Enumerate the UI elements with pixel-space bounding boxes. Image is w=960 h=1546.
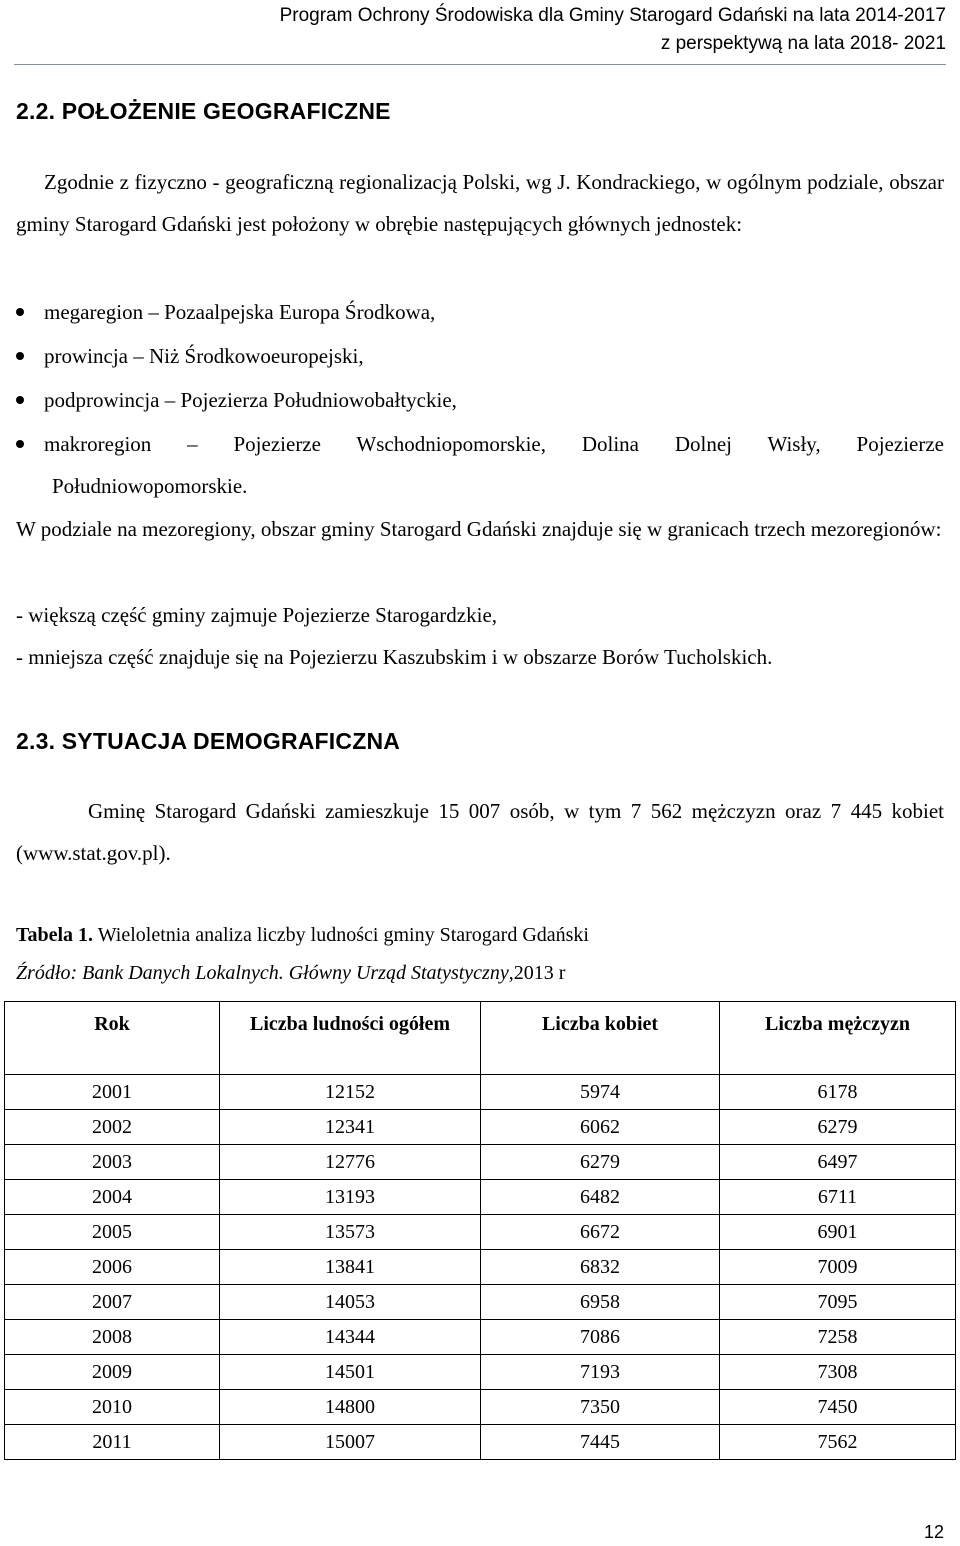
table-cell: 6279: [720, 1110, 956, 1145]
column-header-women: Liczba kobiet: [481, 1002, 720, 1075]
table-cell: 12341: [220, 1110, 481, 1145]
page-header: [0, 0, 946, 58]
demography-paragraph: Gminę Starogard Gdański zamieszkuje 15 007 osób, w tym 7 562 mężczyzn oraz 7 445 kobiet (www.stat.gov.pl).: [16, 799, 944, 865]
table-cell: 2003: [5, 1145, 220, 1180]
table-cell: 13841: [220, 1250, 481, 1285]
table-cell: 12776: [220, 1145, 481, 1180]
table-caption: [16, 924, 589, 947]
table-cell: 2010: [5, 1390, 220, 1425]
region-bullet-list: [0, 290, 944, 506]
table-cell: 7450: [720, 1390, 956, 1425]
table-caption-label: Tabela 1.: [16, 924, 94, 946]
bullet-icon: [16, 308, 24, 316]
mesoregion-line-2: - mniejsza część znajduje się na Pojezierzu Kaszubskim i w obszarze Borów Tucholskich.: [16, 645, 773, 669]
header-divider: [14, 64, 946, 65]
table-source: [16, 962, 565, 985]
column-header-men: Liczba mężczyzn: [720, 1002, 956, 1075]
table-cell: 6482: [481, 1180, 720, 1215]
table-caption-text: Wieloletnia analiza liczby ludności gminy Starogard Gdański: [97, 924, 589, 946]
table-cell: 2004: [5, 1180, 220, 1215]
table-row: [5, 1145, 956, 1180]
table-cell: 6062: [481, 1110, 720, 1145]
page-number: 12: [923, 1522, 944, 1542]
bullet-icon: [16, 352, 24, 360]
table-source-italic: Źródło: Bank Danych Lokalnych. Główny Urząd Statystyczny: [16, 962, 509, 984]
table-row: [5, 1285, 956, 1320]
table-cell: 6497: [720, 1145, 956, 1180]
table-row: [5, 1215, 956, 1250]
table-cell: 7009: [720, 1250, 956, 1285]
table-row: [5, 1390, 956, 1425]
section-title-demography: 2.3. SYTUACJA DEMOGRAFICZNA: [16, 728, 401, 754]
table-source-year: ,2013 r: [508, 962, 566, 984]
table-row: [5, 1075, 956, 1110]
list-item: makroregion – Pojezierze Wschodniopomorskie, Dolina Dolnej Wisły, Pojezierze Południowopomorskie.: [0, 422, 944, 506]
table-cell: 6178: [720, 1075, 956, 1110]
table-cell: 6958: [481, 1285, 720, 1320]
table-cell: 13573: [220, 1215, 481, 1250]
table-cell: 2001: [5, 1075, 220, 1110]
table-row: [5, 1320, 956, 1355]
table-header-row: [5, 1002, 956, 1075]
table-cell: 7308: [720, 1355, 956, 1390]
table-cell: 12152: [220, 1075, 481, 1110]
table-cell: 13193: [220, 1180, 481, 1215]
table-cell: 14344: [220, 1320, 481, 1355]
table-cell: 6711: [720, 1180, 956, 1215]
table-row: [5, 1110, 956, 1145]
table-cell: 5974: [481, 1075, 720, 1110]
header-subtitle-line: z perspektywą na lata 2018- 2021: [660, 33, 946, 54]
table-cell: 2002: [5, 1110, 220, 1145]
table-cell: 7193: [481, 1355, 720, 1390]
bullet-icon: [16, 396, 24, 404]
table-cell: 7562: [720, 1425, 956, 1460]
table-cell: 2005: [5, 1215, 220, 1250]
geography-intro-paragraph: Zgodnie z fizyczno - geograficzną regionalizacją Polski, wg J. Kondrackiego, w ogólnym podziale, obszar gminy Starogard Gdański jest położony w obrębie następujących głównych jednostek:: [16, 170, 944, 236]
table-cell: 2011: [5, 1425, 220, 1460]
column-header-total: Liczba ludności ogółem: [220, 1002, 481, 1075]
mesoregion-line-1: - większą część gminy zajmuje Pojezierze Starogardzkie,: [16, 603, 498, 627]
table-cell: 7350: [481, 1390, 720, 1425]
bullet-icon: [16, 440, 24, 448]
table-cell: 6901: [720, 1215, 956, 1250]
table-row: [5, 1250, 956, 1285]
list-item: podprowincja – Pojezierza Południowobałtyckie,: [0, 378, 944, 422]
table-row: [5, 1180, 956, 1215]
table-cell: 7445: [481, 1425, 720, 1460]
table-cell: 2007: [5, 1285, 220, 1320]
table-cell: 6832: [481, 1250, 720, 1285]
table-row: [5, 1355, 956, 1390]
section-title-geography: 2.2. POŁOŻENIE GEOGRAFICZNE: [16, 98, 391, 124]
table-cell: 2006: [5, 1250, 220, 1285]
table-row: [5, 1425, 956, 1460]
table-cell: 7086: [481, 1320, 720, 1355]
table-cell: 15007: [220, 1425, 481, 1460]
population-table: [4, 1001, 956, 1460]
table-cell: 2009: [5, 1355, 220, 1390]
mesoregion-paragraph: W podziale na mezoregiony, obszar gminy Starogard Gdański znajduje się w granicach trzech mezoregionów:: [16, 517, 942, 541]
table-cell: 6279: [481, 1145, 720, 1180]
header-title-line: Program Ochrony Środowiska dla Gminy Starogard Gdański na lata 2014-2017: [279, 5, 946, 26]
table-cell: 14800: [220, 1390, 481, 1425]
list-item: prowincja – Niż Środkowoeuropejski,: [0, 334, 944, 378]
table-cell: 14501: [220, 1355, 481, 1390]
table-cell: 7095: [720, 1285, 956, 1320]
table-cell: 2008: [5, 1320, 220, 1355]
table-cell: 14053: [220, 1285, 481, 1320]
table-cell: 7258: [720, 1320, 956, 1355]
table-cell: 6672: [481, 1215, 720, 1250]
column-header-year: Rok: [5, 1002, 220, 1075]
list-item: megaregion – Pozaalpejska Europa Środkowa,: [0, 290, 944, 334]
